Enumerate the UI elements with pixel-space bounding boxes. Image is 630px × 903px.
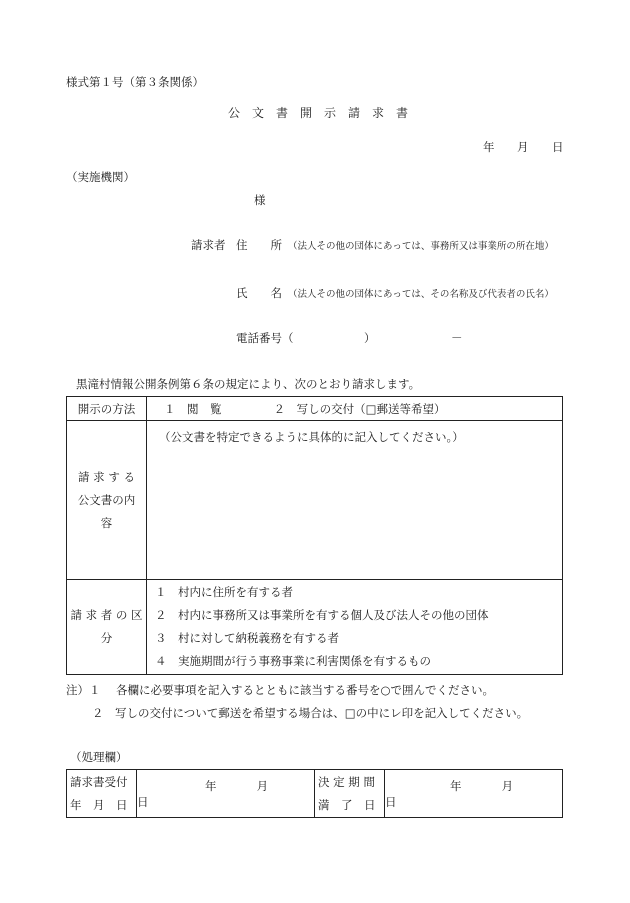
decision-day: 日 [385,794,397,809]
decision-date-label [315,770,385,818]
category-item[interactable]: ２ 村内に事務所又は事業所を有する個人及び法人その他の団体 [155,608,489,622]
category-item[interactable]: １ 村内に住所を有する者 [155,585,293,599]
name-note: （法人その他の団体にあっては、その名称及び代表者の氏名） [288,289,554,300]
method-options [147,397,563,421]
received-label-line2: 年 月 日 [70,797,128,812]
phone-label: 電話番号（ [236,331,294,345]
content-input-area[interactable] [147,421,563,580]
phone-paren-close: ） [364,331,376,345]
processing-label: （処理欄） [70,750,128,764]
received-label-line1: 請求書受付 [70,774,128,789]
received-date-field[interactable] [137,770,315,818]
page-title: 公 文 書 開 示 請 求 書 [228,106,409,120]
address-note: （法人その他の団体にあっては、事務所又は事業所の所在地） [288,241,554,252]
intro-text: 黒滝村情報公開条例第６条の規定により、次のとおり請求します。 [76,377,421,391]
received-year: 年 [205,778,217,793]
name-label: 氏 名 [236,286,282,300]
category-item[interactable]: ４ 実施期間が行う事務事業に利害関係を有するもの [155,654,431,668]
address-label: 住 所 [236,238,282,252]
note-prefix: 注）１ [66,683,101,697]
content-label-line2: 公文書の内 [77,492,136,507]
category-label-line1: 請 求 者 の 区 [70,608,143,622]
content-note: （公文書を特定できるように具体的に記入してください。） [159,430,464,444]
agency-label: （実施機関） [66,170,135,184]
category-item[interactable]: ３ 村に対して納税義務を有する者 [155,631,339,645]
processing-table [66,769,563,818]
method-option-copy[interactable]: ２ 写しの交付（□郵送等希望） [273,401,446,416]
received-date-label [67,770,137,818]
date-month-label: 月 [517,140,529,154]
request-table [66,396,563,675]
note-line2: ２ 写しの交付について郵送を希望する場合は、□の中にレ印を記入してください。 [92,706,529,720]
content-label-line1: 請 求 す る [78,469,135,484]
category-list [147,580,563,675]
category-label [67,580,147,675]
date-day-label: 日 [552,140,564,154]
decision-date-field[interactable] [385,770,563,818]
category-label-line2: 分 [100,631,113,645]
method-option-view[interactable]: １ 閲 覧 [164,401,222,416]
requester-label: 請求者 [191,238,226,252]
date-year-label: 年 [483,140,495,154]
decision-year: 年 [450,778,462,793]
method-label: 開示の方法 [67,397,147,421]
phone-dash: － [451,331,463,345]
content-label [67,421,147,580]
received-month: 月 [256,778,269,793]
form-number: 様式第１号（第３条関係） [66,75,204,89]
content-label-line3: 容 [100,515,113,530]
sama-label: 様 [254,193,266,207]
note-line1: 各欄に必要事項を記入するとともに該当する番号を○で囲んでください。 [116,683,495,697]
decision-label-line2: 満 了 日 [318,797,376,812]
decision-label-line1: 決 定 期 間 [318,774,375,789]
decision-month: 月 [501,778,514,793]
received-day: 日 [137,794,149,809]
